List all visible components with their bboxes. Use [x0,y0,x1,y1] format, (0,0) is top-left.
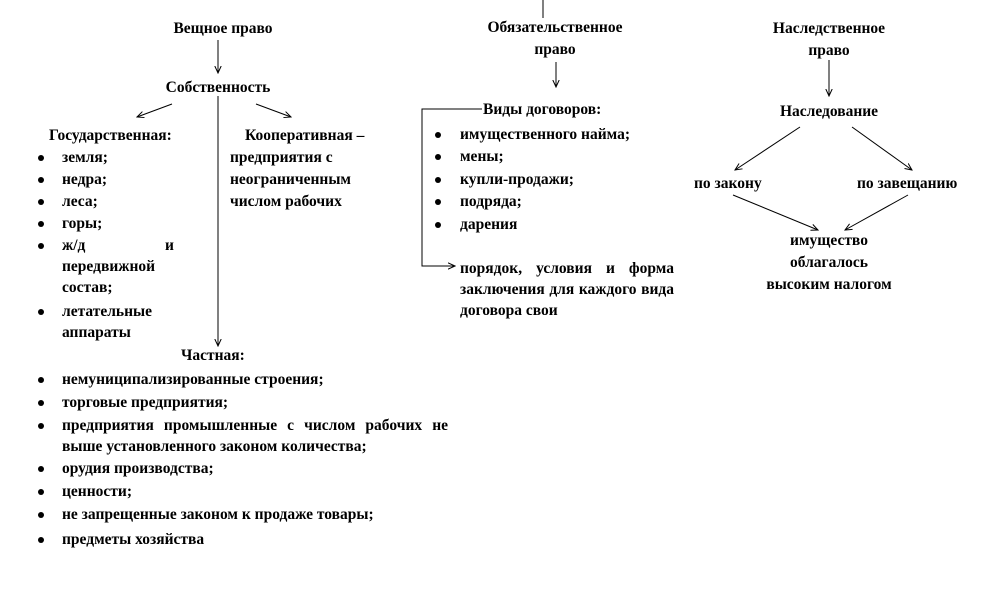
bullet-icon [38,423,44,429]
inheritance-result-line: облагалось [789,254,868,271]
inheritance-law-title-line: право [808,42,850,59]
bullet-icon [38,466,44,472]
obligation-law-title-line: Обязательственное [487,19,623,36]
bullet-icon [38,155,44,161]
bullet-icon [435,132,441,138]
inheritance-result-line: имущество [790,232,868,249]
list-item: предметы хозяйства [62,531,205,548]
state-ownership-heading: Государственная: [49,127,172,144]
arrow-by-will-to-result [845,195,908,230]
bullet-icon [38,400,44,406]
arrow-by-law-to-result [733,195,818,230]
bullet-icon [435,154,441,160]
by-law-label: по закону [694,175,762,192]
cooperative-line: числом рабочих [230,193,342,210]
list-item: леса; [62,193,98,210]
list-item: имущественного найма; [460,126,631,143]
obligation-law-title-line: право [534,41,576,58]
list-item: земля; [62,149,108,166]
list-item: подряда; [460,193,522,210]
list-item: мены; [460,148,504,165]
arrow-ownership-to-state [137,104,172,117]
bullet-icon [435,222,441,228]
by-will-label: по завещанию [857,175,958,192]
bullet-icon [38,512,44,518]
cooperative-line: Кооперативная – [245,127,365,144]
list-item: дарения [460,216,518,233]
bullet-icon [38,177,44,183]
list-item: орудия производства; [62,460,214,477]
list-item: недра; [62,171,107,188]
arrow-inheritance-to-by-law [735,127,800,170]
bullet-icon [38,377,44,383]
list-item: ж/д и передвижной состав; [62,237,174,296]
list-item: купли-продажи; [460,171,574,188]
arrow-inheritance-to-by-will [852,127,912,170]
bullet-icon [38,199,44,205]
ownership-label: Собственность [165,79,271,96]
arrow-ownership-to-cooperative [256,104,291,117]
list-item: летательные аппараты [62,303,153,341]
list-item: предприятия промышленные с числом рабочих не выше установленного законом количества; [62,417,448,455]
list-item: немуниципализированные строения; [62,371,324,388]
bullet-icon [435,199,441,205]
inheritance-law-title-line: Наследственное [772,20,886,37]
bullet-icon [38,221,44,227]
contracts-heading: Виды договоров: [483,101,602,118]
inheritance-result-line: высоким налогом [766,276,892,293]
bullet-icon [38,489,44,495]
bullet-icon [435,177,441,183]
cooperative-line: неограниченным [230,171,351,188]
bullet-icon [38,309,44,315]
bullet-icon [38,243,44,249]
list-item: торговые предприятия; [62,394,229,411]
cooperative-line: предприятия с [230,149,333,166]
private-ownership-heading: Частная: [181,347,245,364]
property-law-title: Вещное право [173,20,273,37]
bullet-icon [38,537,44,543]
contract-procedure-note: порядок, условия и форма заключения для каждого вида договора свои [460,260,674,319]
list-item: ценности; [62,483,133,500]
list-item: не запрещенные законом к продаже товары; [62,506,374,523]
inheritance-label: Наследование [779,103,879,120]
list-item: горы; [62,215,103,232]
